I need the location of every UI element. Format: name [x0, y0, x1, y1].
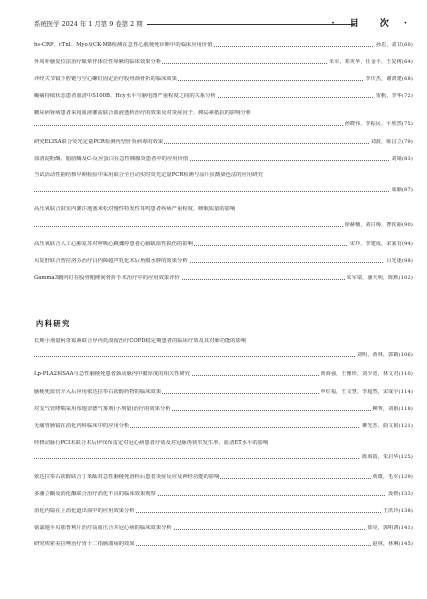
toc-entry[interactable]	[34, 389, 413, 396]
entry-title[interactable]: 高压氧联合鼓室内灌注地塞米松对慢性特发性耳鸣患者疾病严重程度、睡眠质量的影响	[34, 206, 236, 212]
entry-authors-page: 柳秀，刘娟(118)	[372, 406, 413, 412]
entry-title[interactable]: Lp-PLA2和SAA与急性脑梗死患者颈动脉内中膜厚度的相关性研究	[34, 371, 191, 377]
entry-title[interactable]: 贝复舒联合普拉洛芬治疗白内障超声乳化术后角膜水肿的效果分析	[34, 258, 188, 264]
toc-entry[interactable]	[34, 275, 413, 282]
entry-title[interactable]: 经桡动脉行PCI术联合术后伊伐布雷定对冠心病患者疗效及对冠脉再狭窄发生率、血清ET水平的影响	[34, 440, 269, 446]
toc-entry[interactable]	[34, 42, 413, 49]
entry-title[interactable]: 糖尿病肾病患者采用血液灌流联合血液透析治疗的效果及对炎症因子、胰岛素抵抗的影响分析	[34, 110, 252, 116]
entry-title[interactable]: 长期小剂量阿奇霉素联合异丙托溴铵治疗COPD稳定期患者的临床疗效及其对肺功能的影响	[34, 338, 247, 344]
toc-entry[interactable]	[34, 93, 413, 100]
entry-title[interactable]: 消化内镜在上消化道出血中的应用效果分析	[34, 508, 135, 514]
entry-authors-page: 刘明，黄林，郭鹤(106)	[356, 352, 413, 358]
entry-authors-page: 王洪玲(138)	[382, 508, 413, 514]
toc-entry[interactable]	[34, 508, 413, 515]
entry-authors-page: 柳光杰，曲文娟(121)	[362, 423, 413, 429]
entry-authors-page: 宋玲，李建成，宋家有(94)	[349, 241, 413, 247]
toc-entry[interactable]	[34, 338, 413, 359]
leader-dots	[34, 191, 413, 192]
toc-entry[interactable]	[34, 525, 413, 532]
toc-heading: · 目 次 ·	[331, 19, 413, 29]
entry-title[interactable]: 研究埃索美拉唑治疗胃十二指肠溃疡的效果	[34, 541, 135, 547]
entry-authors-page: 李庆杰，谢鸿建(68)	[365, 76, 413, 82]
entry-title[interactable]: 脑梗死血管介入后应用依达拉奉右莰醇药物的临床效果	[34, 389, 162, 395]
entry-authors-page: 吕光迷(98)	[386, 258, 413, 264]
entry-authors-page: 朱军瑞，潘天明，陈默(102)	[346, 275, 413, 281]
leader-dots	[34, 458, 413, 459]
toc-entry[interactable]	[34, 440, 413, 461]
entry-title[interactable]: 高压氧联合人工心肺复苏对呼吸心跳骤停患者心脑缺血性损伤的影响	[34, 241, 193, 247]
toc-entry[interactable]	[34, 139, 413, 146]
entry-title[interactable]: 外周补脑复位法治疗眩晕伴体位性晕厥的临床效果分析	[34, 59, 162, 65]
toc-entry[interactable]	[34, 474, 413, 481]
entry-title[interactable]: 研究ELISA联合荧光定量PCR检测丙型肝炎病毒的效果	[34, 139, 164, 145]
entry-authors-page: 孙晓伟，李振民，平欣然(75)	[344, 121, 413, 127]
entry-authors-page: 黄海强，王雅珍，刘少宽，林文君(110)	[320, 371, 413, 377]
entry-title[interactable]: hs-CRP、cTnI、Myo及CK-MB检测在急性心肌梗死诊断中的临床应用价值	[34, 42, 213, 48]
entry-authors-page: 孙思，刘甘(60)	[375, 42, 413, 48]
entry-title[interactable]: 评经关节镜下腔链与空心螺钉固定治疗股骨颈骨折的临床效果	[34, 76, 178, 82]
entry-authors-page: 黄微，毛军(129)	[372, 474, 413, 480]
toc-entry[interactable]	[34, 172, 413, 194]
entry-authors-page: 徐亮，郭明鸿(141)	[367, 525, 413, 531]
entry-authors-page: 刘婧(83)	[391, 156, 413, 162]
toc-entry[interactable]	[34, 110, 413, 128]
entry-authors-page: 申红福，王文慧，李超然，宋成宇(114)	[320, 389, 413, 395]
entry-title[interactable]: 多潘立酮及消化酶联合治疗消化不良的临床效果观察	[34, 491, 156, 497]
entry-authors-page: 陈海霞，朱启华(125)	[362, 454, 413, 460]
header-rule	[147, 24, 355, 25]
toc-entry[interactable]	[34, 371, 413, 378]
entry-title[interactable]: 当试活动性抽结核早期检验中采用联合全自动实时荧光定量PCR检测与涂片抗酸染色法的应用研究	[34, 172, 263, 178]
toc-entry[interactable]	[34, 423, 413, 430]
entry-title[interactable]: Gamma3髓内钉在股骨粗隆间骨折手术治疗中的应用效果评价	[34, 275, 180, 281]
entry-authors-page: 贺帆，李华(72)	[375, 93, 413, 99]
entry-authors-page: 赵林，林琳(145)	[372, 541, 413, 547]
journal-issue-line: 系统医学 2024 年 1 月第 9 卷第 2 期	[34, 20, 143, 28]
toc-entry[interactable]	[34, 206, 413, 229]
entry-authors-page: 朱军，邓英华，任金平，王复树(64)	[329, 59, 413, 65]
toc-entry[interactable]	[34, 156, 413, 163]
entry-title[interactable]: 癫痫持续状态患者血清中S100B、Hcy水平与脑电图严重程度之间的关系分析	[34, 93, 216, 99]
entry-authors-page: 徐赫楠，刘白梅，曹钦丽(90)	[344, 222, 413, 228]
toc-entry[interactable]	[34, 491, 413, 498]
entry-title[interactable]: 对支气管哮喘采用布地奈德气雾剂(小剂量)治疗的效果分析	[34, 406, 171, 412]
toc-entry[interactable]	[34, 541, 413, 548]
toc-entry[interactable]	[34, 406, 413, 413]
entry-authors-page: 成颖(87)	[391, 187, 413, 193]
toc-entry[interactable]	[34, 241, 413, 248]
section-heading: 内科研究	[36, 319, 71, 328]
toc-entry[interactable]	[34, 59, 413, 66]
entry-title[interactable]: 依达拉奉右莰醇联合丁苯酞对急性脑梗死溶栓后患者炎症反应及神经功能的影响	[34, 474, 220, 480]
page-header	[34, 17, 413, 37]
entry-title[interactable]: 血清淀粉酶、脂肪酶及C-反应蛋白在急性胰腺炎患者中的应用价值	[34, 156, 189, 162]
entry-title[interactable]: 无痛胃肠镜在消化内科临床中的应用分析	[34, 423, 130, 429]
entry-authors-page: 汲媛(133)	[388, 491, 413, 497]
toc-entry[interactable]	[34, 76, 413, 83]
entry-authors-page: 刘波，陈昌立(79)	[370, 139, 413, 145]
toc-entry[interactable]	[34, 258, 413, 265]
entry-title[interactable]: 氨氯地平贝那普利片治疗高血压合并冠心病的临床效果分析	[34, 525, 172, 531]
